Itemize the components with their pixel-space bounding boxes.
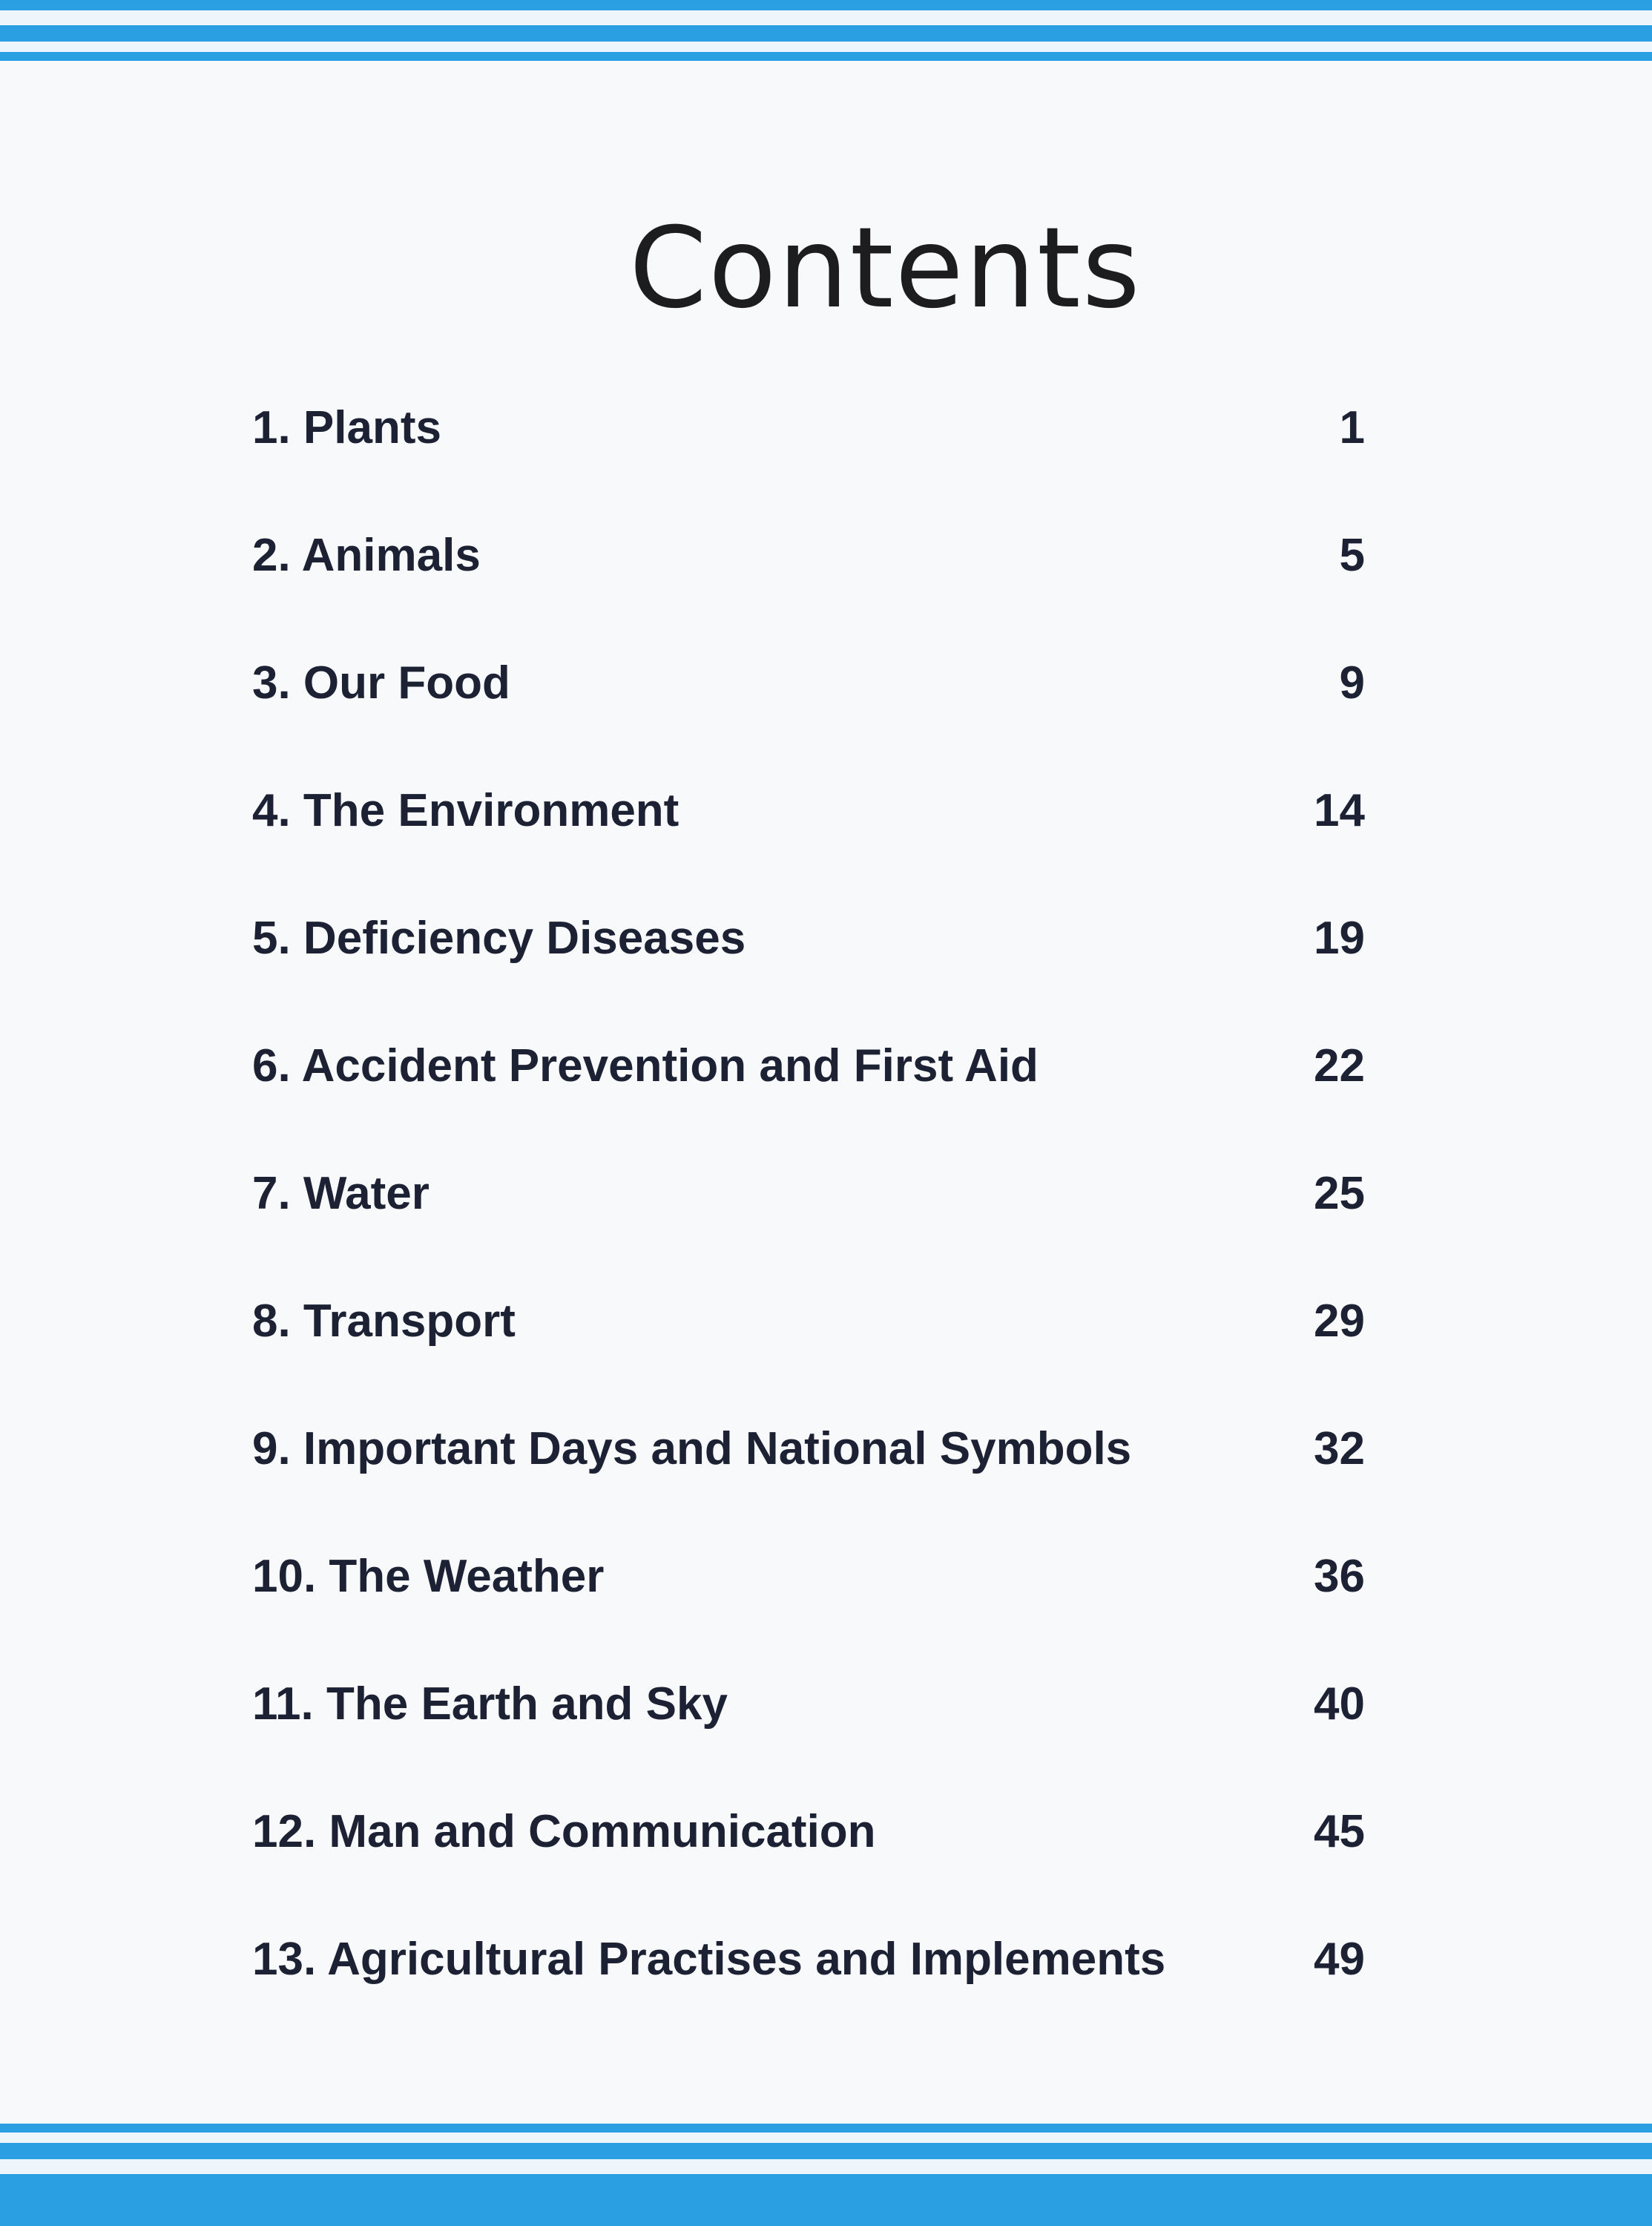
page-title: Contents: [629, 204, 1142, 333]
toc-entry-page: 45: [1314, 1805, 1365, 1857]
toc-entry-label: 6. Accident Prevention and First Aid: [252, 1040, 1039, 1091]
toc-entry-page: 29: [1314, 1295, 1365, 1347]
toc-entry: [252, 874, 1365, 1002]
toc-entry: [252, 1385, 1365, 1512]
toc-entry-label: 8. Transport: [252, 1295, 516, 1347]
toc-entry-label: 4. The Environment: [252, 784, 679, 836]
toc-entry-label: 10. The Weather: [252, 1550, 605, 1602]
toc-entry-label: 9. Important Days and National Symbols: [252, 1422, 1132, 1474]
toc-entry: [252, 746, 1365, 874]
toc-entry-label: 13. Agricultural Practises and Implements: [252, 1933, 1166, 1985]
toc-entry-page: 14: [1314, 784, 1365, 836]
toc-entry-label: 3. Our Food: [252, 657, 510, 709]
toc-entry: [252, 1257, 1365, 1385]
toc-entry-label: 1. Plants: [252, 401, 441, 453]
toc-entry: [252, 1002, 1365, 1129]
toc-entry-page: 40: [1314, 1678, 1365, 1730]
toc-entry-label: 12. Man and Communication: [252, 1805, 876, 1857]
toc-entry-label: 2. Animals: [252, 529, 481, 581]
toc-entry: [252, 1512, 1365, 1640]
toc-entry: [252, 1895, 1365, 2023]
toc-entry-page: 1: [1339, 401, 1365, 453]
toc-entry-label: 7. Water: [252, 1167, 430, 1219]
toc-entry-label: 11. The Earth and Sky: [252, 1678, 728, 1730]
table-of-contents: [252, 364, 1365, 2023]
top-border-stripes: [0, 0, 1652, 74]
toc-entry: [252, 1129, 1365, 1257]
toc-entry-page: 36: [1314, 1550, 1365, 1602]
bottom-border-stripes: [0, 2124, 1652, 2226]
toc-entry-page: 49: [1314, 1933, 1365, 1985]
toc-entry-page: 19: [1314, 912, 1365, 964]
toc-entry-page: 25: [1314, 1167, 1365, 1219]
toc-entry-page: 32: [1314, 1422, 1365, 1474]
toc-entry-label: 5. Deficiency Diseases: [252, 912, 746, 964]
toc-entry: [252, 1767, 1365, 1895]
toc-entry-page: 5: [1339, 529, 1365, 581]
toc-entry-page: 9: [1339, 657, 1365, 709]
toc-entry: [252, 364, 1365, 491]
toc-entry: [252, 619, 1365, 746]
toc-entry: [252, 1640, 1365, 1767]
toc-entry-page: 22: [1314, 1040, 1365, 1091]
toc-entry: [252, 491, 1365, 619]
